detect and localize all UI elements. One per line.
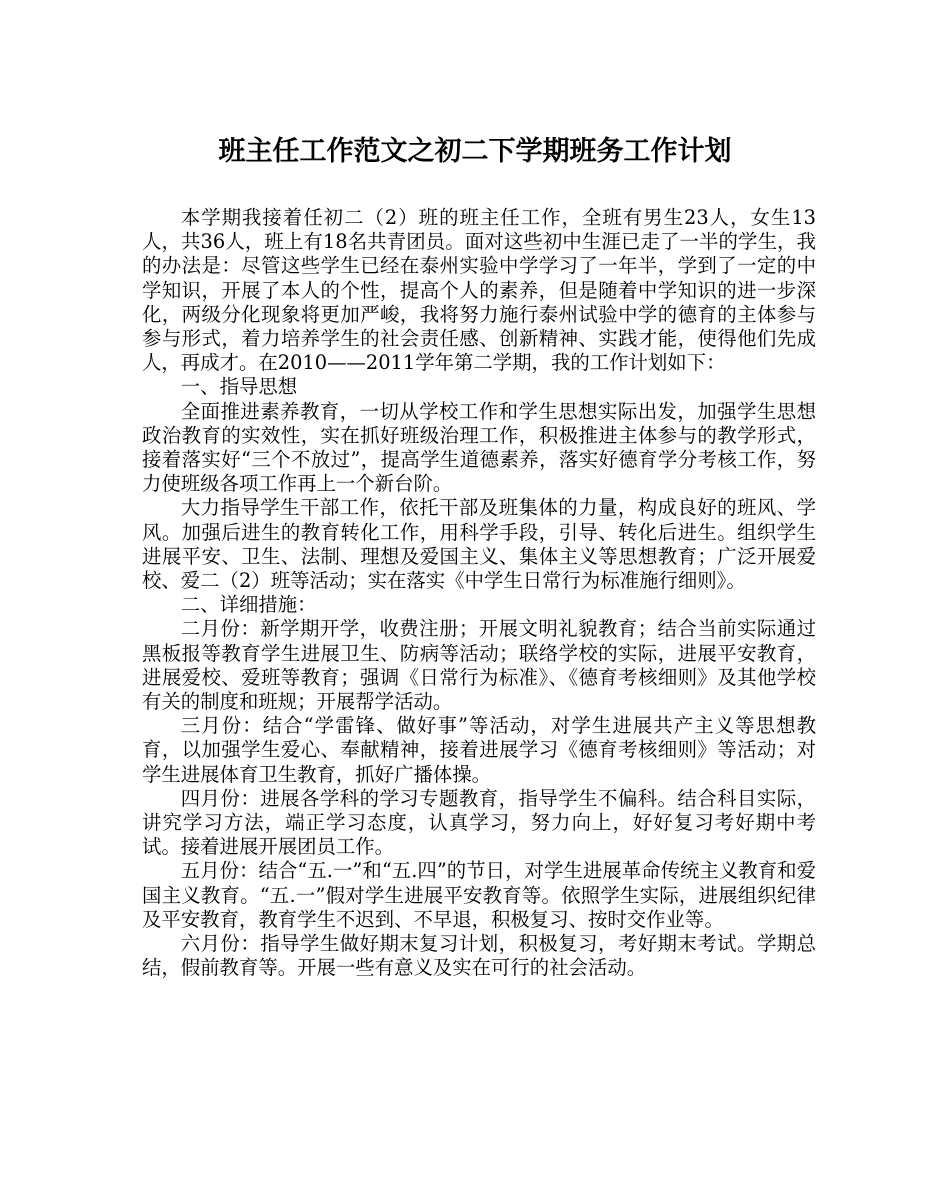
paragraph-intro: 本学期我接着任初二（2）班的班主任工作，全班有男生23人，女生13人，共36人，班上有18名共青团员。面对这些初中生涯已走了一半的学生，我的办法是：尽管这些学生已经在泰州实验中学学习了一年半，学到了一定的中学知识，开展了本人的个性，提高个人的素养，但是随着中学知识的进一步深化，两级分化现象将更加严峻，我将努力施行泰州试验中学的德育的主体参与参与形式，着力培养学生的社会责任感、创新精神、实践才能，使得他们先成人，再成才。在2010——2011学年第二学期，我的工作计划如下： [142,206,816,375]
paragraph-april: 四月份：进展各学科的学习专题教育，指导学生不偏科。结合科目实际，讲究学习方法，端正学习态度，认真学习，努力向上，好好复习考好期中考试。接着进展开展团员工作。 [142,786,816,859]
paragraph-may: 五月份：结合“五.一”和“五.四”的节日，对学生进展革命传统主义教育和爱国主义教育。“五.一”假对学生进展平安教育等。依照学生实际，进展组织纪律及平安教育，教育学生不迟到、不早退，积极复习、按时交作业等。 [142,859,816,931]
paragraph-march: 三月份：结合“学雷锋、做好事”等活动，对学生进展共产主义等思想教育，以加强学生爱心、奉献精神，接着进展学习《德育考核细则》等活动；对学生进展体育卫生教育，抓好广播体操。 [142,714,816,786]
section-heading-measures: 二、详细措施： [180,593,317,617]
document-body [142,206,816,981]
document-title: 班主任工作范文之初二下学期班务工作计划 [218,136,732,167]
section-heading-guiding-ideology: 一、指导思想 [180,375,298,399]
paragraph-february: 二月份：新学期开学，收费注册；开展文明礼貌教育；结合当前实际通过黑板报等教育学生进展卫生、防病等活动；联络学校的实际，进展平安教育，进展爱校、爱班等教育；强调《日常行为标准》、《德育考核细则》及其他学校有关的制度和班规；开展帮学活动。 [142,617,816,714]
paragraph-june: 六月份：指导学生做好期末复习计划，积极复习，考好期末考试。学期总结，假前教育等。开展一些有意义及实在可行的社会活动。 [142,932,816,980]
paragraph-student-cadres: 大力指导学生干部工作，依托干部及班集体的力量，构成良好的班风、学风。加强后进生的教育转化工作，用科学手段，引导、转化后进生。组织学生进展平安、卫生、法制、理想及爱国主义、集体主义等思想教育；广泛开展爱校、爱二（2）班等活动；实在落实《中学生日常行为标准施行细则》。 [142,496,816,593]
paragraph-guiding-ideology: 全面推进素养教育，一切从学校工作和学生思想实际出发，加强学生思想政治教育的实效性，实在抓好班级治理工作，积极推进主体参与的教学形式，接着落实好“三个不放过”，提高学生道德素养，落实好德育学分考核工作，努力使班级各项工作再上一个新台阶。 [142,399,816,496]
